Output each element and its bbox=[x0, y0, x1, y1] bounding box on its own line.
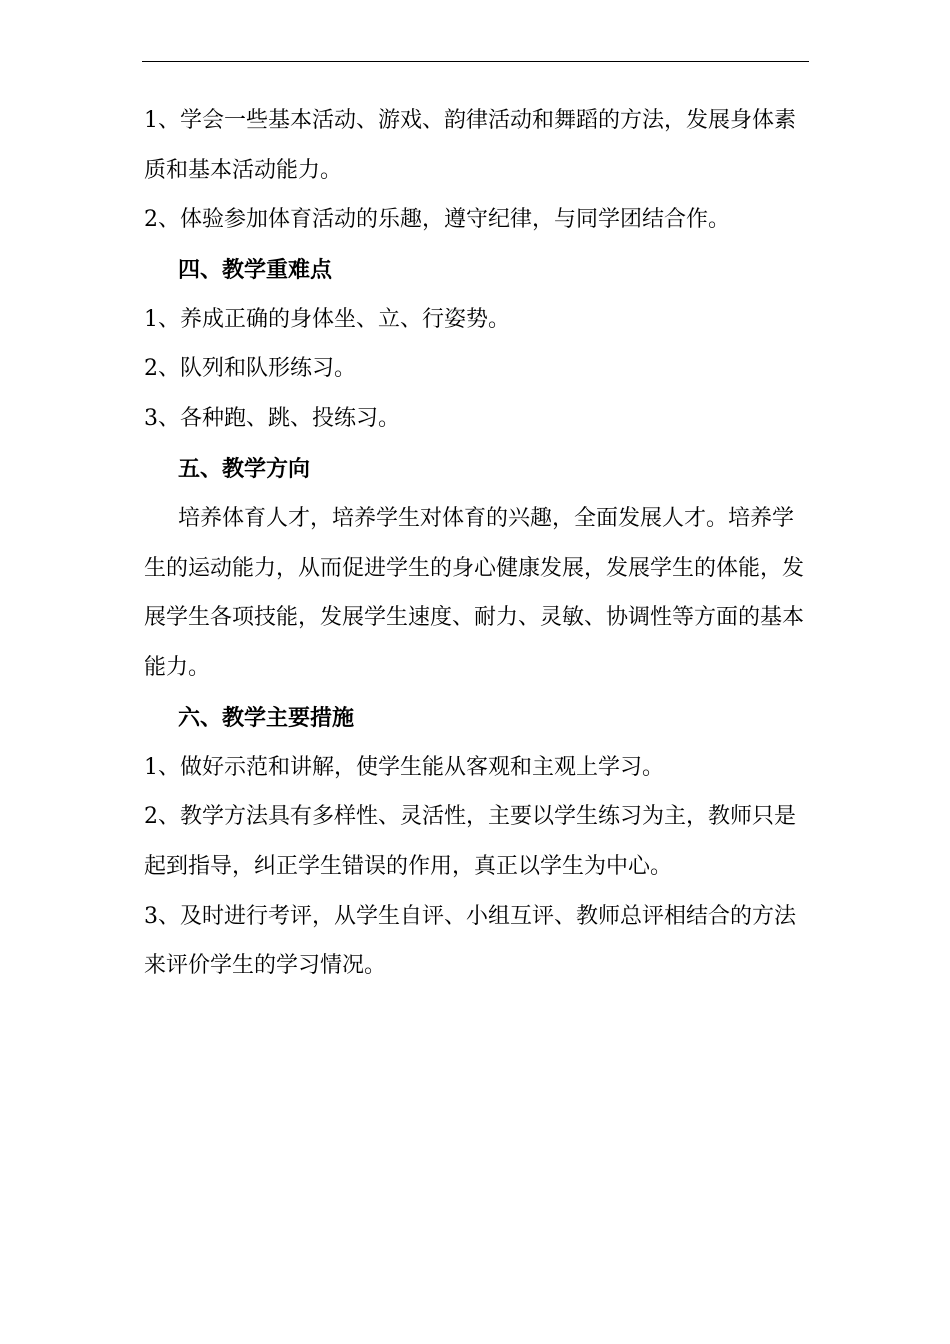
goal-item-1-line-2: 质和基本活动能力。 bbox=[144, 158, 343, 183]
direction-paragraph-line-1: 培养体育人才，培养学生对体育的兴趣，全面发展人才。培养学 bbox=[178, 506, 795, 531]
section-heading-5: 五、教学方向 bbox=[178, 456, 311, 482]
key-point-3: 3、各种跑、跳、投练习。 bbox=[144, 406, 400, 431]
section-heading-4: 四、教学重难点 bbox=[178, 257, 333, 283]
measure-item-2-line-1: 2、教学方法具有多样性、灵活性，主要以学生练习为主，教师只是 bbox=[144, 804, 796, 829]
direction-paragraph-line-4: 能力。 bbox=[144, 655, 211, 680]
key-point-2: 2、队列和队形练习。 bbox=[144, 356, 356, 381]
measure-item-3-line-1: 3、及时进行考评，从学生自评、小组互评、教师总评相结合的方法 bbox=[144, 904, 796, 929]
goal-item-1-line-1: 1、学会一些基本活动、游戏、韵律活动和舞蹈的方法，发展身体素 bbox=[144, 108, 796, 133]
header-rule bbox=[142, 61, 809, 62]
measure-item-3-line-2: 来评价学生的学习情况。 bbox=[144, 953, 387, 978]
goal-item-2: 2、体验参加体育活动的乐趣，遵守纪律，与同学团结合作。 bbox=[144, 207, 730, 232]
measure-item-2-line-2: 起到指导，纠正学生错误的作用，真正以学生为中心。 bbox=[144, 854, 673, 879]
measure-item-1: 1、做好示范和讲解，使学生能从客观和主观上学习。 bbox=[144, 755, 664, 780]
direction-paragraph-line-3: 展学生各项技能，发展学生速度、耐力、灵敏、协调性等方面的基本 bbox=[144, 605, 805, 630]
key-point-1: 1、养成正确的身体坐、立、行姿势。 bbox=[144, 307, 510, 332]
section-heading-6: 六、教学主要措施 bbox=[178, 705, 355, 731]
direction-paragraph-line-2: 生的运动能力，从而促进学生的身心健康发展，发展学生的体能，发 bbox=[144, 556, 805, 581]
